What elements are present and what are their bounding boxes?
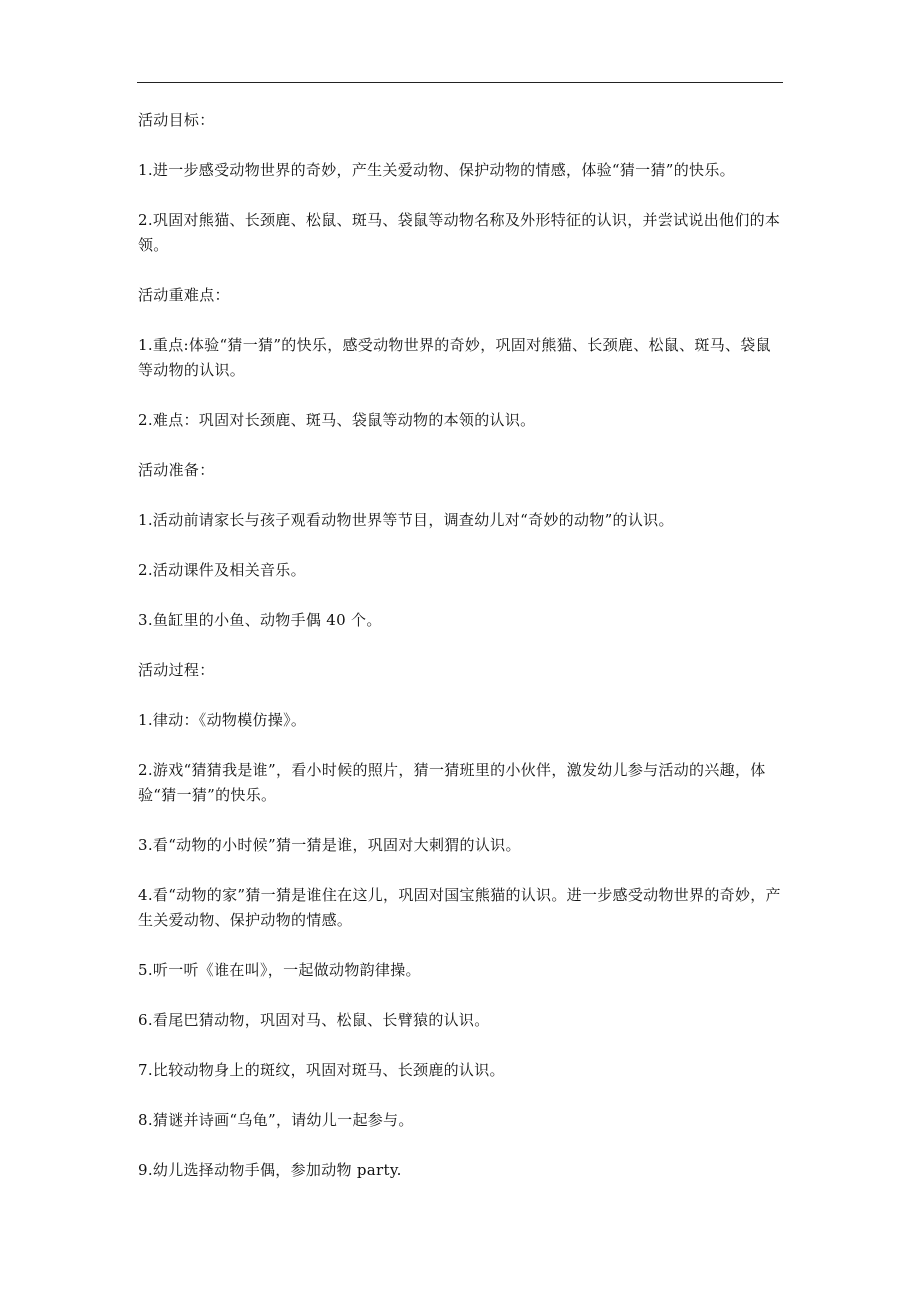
goal-item-2: 2.巩固对熊猫、长颈鹿、松鼠、斑马、袋鼠等动物名称及外形特征的认识，并尝试说出他们的本领。 xyxy=(138,211,781,254)
key-point-item-2: 2.难点：巩固对长颈鹿、斑马、袋鼠等动物的本领的认识。 xyxy=(138,411,536,429)
process-item-7: 7.比较动物身上的斑纹，巩固对斑马、长颈鹿的认识。 xyxy=(138,1061,505,1079)
preparation-item-1: 1.活动前请家长与孩子观看动物世界等节目，调查幼儿对“奇妙的动物”的认识。 xyxy=(138,511,674,529)
document-body xyxy=(138,108,786,1208)
section-heading-preparation: 活动准备： xyxy=(138,461,215,479)
goal-item-1: 1.进一步感受动物世界的奇妙，产生关爱动物、保护动物的情感，体验“猜一猜”的快乐。 xyxy=(138,161,735,179)
preparation-item-2: 2.活动课件及相关音乐。 xyxy=(138,561,306,579)
process-item-3: 3.看“动物的小时候”猜一猜是谁，巩固对大刺猬的认识。 xyxy=(138,836,521,854)
section-heading-goals: 活动目标： xyxy=(138,111,215,129)
process-item-4: 4.看“动物的家”猜一猜是谁住在这儿，巩固对国宝熊猫的认识。进一步感受动物世界的奇妙，产生关爱动物、保护动物的情感。 xyxy=(138,886,781,929)
process-item-8: 8.猜谜并诗画“乌龟”，请幼儿一起参与。 xyxy=(138,1111,414,1129)
header-rule xyxy=(137,82,783,83)
section-heading-key-points: 活动重难点： xyxy=(138,286,230,304)
process-item-2: 2.游戏“猜猜我是谁”，看小时候的照片，猜一猜班里的小伙伴，激发幼儿参与活动的兴趣，体验“猜一猜”的快乐。 xyxy=(138,761,766,804)
process-item-6: 6.看尾巴猜动物，巩固对马、松鼠、长臂猿的认识。 xyxy=(138,1011,490,1029)
process-item-5: 5.听一听《谁在叫》，一起做动物韵律操。 xyxy=(138,961,421,979)
process-item-1: 1.律动：《动物模仿操》。 xyxy=(138,711,307,729)
section-heading-process: 活动过程： xyxy=(138,661,215,679)
preparation-item-3: 3.鱼缸里的小鱼、动物手偶 40 个。 xyxy=(138,611,382,629)
key-point-item-1: 1.重点:体验“猜一猜”的快乐，感受动物世界的奇妙，巩固对熊猫、长颈鹿、松鼠、斑马、袋鼠等动物的认识。 xyxy=(138,336,771,379)
process-item-9: 9.幼儿选择动物手偶，参加动物 party. xyxy=(138,1161,402,1179)
